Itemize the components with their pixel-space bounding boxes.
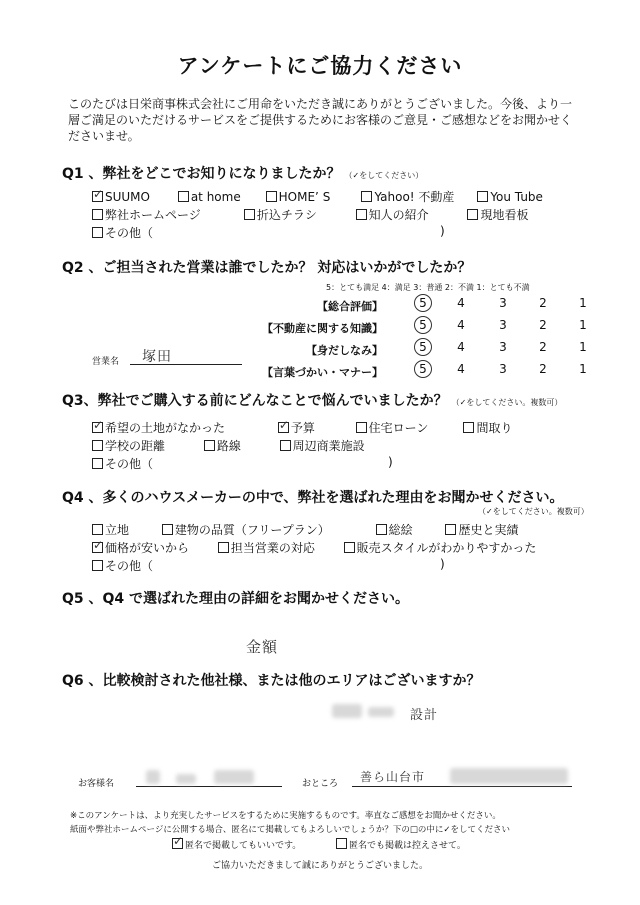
- q1-opt-athome[interactable]: at home: [178, 190, 262, 204]
- q1-row2: [92, 206, 529, 223]
- checkbox-icon[interactable]: [361, 191, 372, 202]
- score-1[interactable]: 1: [579, 318, 587, 332]
- checkbox-icon[interactable]: [92, 524, 103, 535]
- q5-answer-handwritten: 金額: [246, 638, 279, 656]
- checkbox-icon[interactable]: [278, 422, 289, 433]
- score-3[interactable]: 3: [499, 318, 507, 332]
- q3-other[interactable]: その他（: [92, 455, 153, 472]
- score-2[interactable]: 2: [539, 362, 547, 376]
- checkbox-icon[interactable]: [336, 838, 347, 849]
- checkbox-icon[interactable]: [356, 209, 367, 220]
- footer-thanks: ご協力いただきまして誠にありがとうございました。: [211, 861, 428, 871]
- selected-circle-icon: [414, 360, 432, 378]
- q4-opt-history[interactable]: 歴史と実績: [445, 521, 518, 538]
- q4-opt-quality[interactable]: 建物の品質（フリープラン）: [162, 521, 372, 538]
- selected-circle-icon: [414, 338, 432, 356]
- checkbox-icon[interactable]: [467, 209, 478, 220]
- q2-item-knowledge: 【不動産に関する知識】: [262, 322, 383, 335]
- q1-opt-homepage[interactable]: 弊社ホームページ: [92, 206, 240, 223]
- score-2[interactable]: 2: [539, 296, 547, 310]
- q3-opt-line[interactable]: 路線: [204, 437, 276, 454]
- q4-opt-style[interactable]: 販売スタイルがわかりやすかった: [344, 539, 537, 556]
- score-4[interactable]: 4: [457, 340, 465, 354]
- q3-opt-layout[interactable]: 間取り: [463, 419, 512, 436]
- q6-label: Q6 、比較検討された他社様、または他のエリアはございますか？: [62, 673, 481, 689]
- redacted-block: [176, 774, 196, 784]
- q4-other-close: ): [440, 557, 445, 571]
- q3-label: Q3、弊社でご購入する前にどんなことで悩んでいましたか？: [62, 393, 448, 409]
- q1-opt-yahoo[interactable]: Yahoo! 不動産: [361, 188, 473, 205]
- q3-opt-land[interactable]: ✓希望の土地がなかった: [92, 419, 274, 436]
- checkbox-icon[interactable]: [266, 191, 277, 202]
- q5-label: Q5 、Q4 で選ばれた理由の詳細をお聞かせください。: [62, 591, 410, 607]
- q3-row1: [92, 419, 513, 436]
- score-3[interactable]: 3: [499, 362, 507, 376]
- redacted-block: [450, 768, 568, 784]
- checkbox-icon[interactable]: [92, 560, 103, 571]
- checkbox-icon[interactable]: [244, 209, 255, 220]
- redacted-block: [332, 704, 362, 718]
- checkbox-icon[interactable]: [92, 542, 103, 553]
- q1-opt-referral[interactable]: 知人の紹介: [356, 206, 464, 223]
- score-4[interactable]: 4: [457, 296, 465, 310]
- checkbox-icon[interactable]: [92, 191, 103, 202]
- q3-opt-school[interactable]: 学校の距離: [92, 437, 200, 454]
- checkbox-icon[interactable]: [463, 422, 474, 433]
- footer-opt-no[interactable]: 匿名でも掲載は控えさせて。: [336, 838, 466, 851]
- checkbox-icon[interactable]: [162, 524, 173, 535]
- q1-opt-flyer[interactable]: 折込チラシ: [244, 206, 352, 223]
- q3-other-close: ): [388, 455, 393, 469]
- sales-name-field[interactable]: [130, 346, 242, 365]
- q1-heading: [62, 163, 423, 183]
- score-1[interactable]: 1: [579, 296, 587, 310]
- q4-opt-staff[interactable]: 担当営業の対応: [218, 539, 340, 556]
- q1-label: Q1 、弊社をどこでお知りになりましたか？: [62, 166, 341, 182]
- checkbox-icon[interactable]: [92, 227, 103, 238]
- checkbox-icon[interactable]: [376, 524, 387, 535]
- selected-circle-icon: [414, 316, 432, 334]
- score-4[interactable]: 4: [457, 362, 465, 376]
- q1-opt-youtube[interactable]: You Tube: [477, 190, 543, 204]
- score-5[interactable]: 5: [419, 340, 427, 354]
- checkbox-icon[interactable]: [204, 440, 215, 451]
- redacted-block: [146, 770, 160, 784]
- q3-opt-shops[interactable]: 周辺商業施設: [280, 437, 365, 454]
- customer-name-label: お客様名: [78, 779, 115, 789]
- q1-other-close: ): [440, 224, 445, 238]
- q4-label: Q4 、多くのハウスメーカーの中で、弊社を選ばれた理由をお聞かせください。: [62, 490, 564, 506]
- checkbox-icon[interactable]: [477, 191, 488, 202]
- q4-row2: [92, 539, 536, 556]
- score-2[interactable]: 2: [539, 318, 547, 332]
- q1-opt-suumo[interactable]: ✓SUUMO: [92, 190, 174, 204]
- q6-answer-handwritten: 設計: [410, 708, 439, 723]
- q4-other[interactable]: その他（: [92, 557, 153, 574]
- selected-circle-icon: [414, 294, 432, 312]
- checkbox-icon[interactable]: [92, 422, 103, 433]
- address-handwritten: 善ら山台市: [360, 770, 426, 784]
- q4-row1: [92, 521, 519, 538]
- score-5[interactable]: 5: [419, 318, 427, 332]
- q1-opt-homes[interactable]: HOME’ S: [266, 190, 358, 204]
- q3-opt-budget[interactable]: ✓ 予算: [278, 419, 352, 436]
- sales-name-handwritten: 塚田: [142, 349, 172, 365]
- checkbox-icon[interactable]: [92, 440, 103, 451]
- checkbox-icon[interactable]: [280, 440, 291, 451]
- q2-scale-header: 5：とても満足 4：満足 3：普通 2：不満 1：とても不満: [326, 283, 530, 292]
- q1-opt-sign[interactable]: 現地看板: [467, 206, 528, 223]
- score-1[interactable]: 1: [579, 362, 587, 376]
- q4-opt-overall[interactable]: 総絵: [376, 521, 442, 538]
- checkbox-icon[interactable]: [356, 422, 367, 433]
- redacted-block: [214, 770, 254, 784]
- redacted-block: [368, 707, 394, 717]
- q1-row1: [92, 188, 543, 205]
- checkbox-icon[interactable]: [218, 542, 229, 553]
- footer-note-1: ※このアンケートは、より充実したサービスをするために実施するものです。率直なご感想をお聞かせください。: [70, 811, 501, 821]
- q3-heading: [62, 390, 562, 410]
- q2-item-manners: 【言葉づかい・マナー】: [262, 366, 383, 379]
- q4-note: （✓をしてください。複数可）: [478, 507, 589, 516]
- q4-opt-location[interactable]: 立地: [92, 521, 158, 538]
- customer-name-field[interactable]: [136, 768, 282, 787]
- score-4[interactable]: 4: [457, 318, 465, 332]
- page-title: アンケートにご協力ください: [177, 54, 463, 78]
- q3-row2: [92, 437, 365, 454]
- score-5[interactable]: 5: [419, 362, 427, 376]
- checkbox-icon[interactable]: [344, 542, 355, 553]
- sales-name-label: 営業名: [92, 357, 120, 367]
- score-3[interactable]: 3: [499, 340, 507, 354]
- score-1[interactable]: 1: [579, 340, 587, 354]
- q2-item-overall: 【総合評価】: [317, 300, 383, 313]
- checkbox-icon[interactable]: [445, 524, 456, 535]
- address-field[interactable]: [352, 766, 572, 787]
- footer-opt-yes[interactable]: ✓匿名で掲載してもいいです。: [172, 838, 301, 851]
- q3-opt-loan[interactable]: 住宅ローン: [356, 419, 460, 436]
- address-label: おところ: [302, 779, 339, 789]
- score-5[interactable]: 5: [419, 296, 427, 310]
- q2-item-appearance: 【身だしなみ】: [306, 344, 383, 357]
- q3-note: （✓をしてください。複数可）: [451, 398, 563, 407]
- checkbox-icon[interactable]: [172, 838, 183, 849]
- checkbox-icon[interactable]: [92, 209, 103, 220]
- score-2[interactable]: 2: [539, 340, 547, 354]
- q1-other[interactable]: その他（: [92, 224, 153, 241]
- checkbox-icon[interactable]: [178, 191, 189, 202]
- q1-note: （✓をしてください）: [344, 171, 424, 180]
- intro-text: このたびは日栄商事株式会社にご用命をいただき誠にありがとうございました。今後、より一層ご満足のいただけるサービスをご提供するためにお客様のご意見・ご感想などをお聞かせくださいませ。: [68, 97, 573, 143]
- q2-label: Q2 、ご担当された営業は誰でしたか？ 対応はいかがでしたか？: [62, 260, 472, 276]
- footer-note-2: 紙面や弊社ホームページに公開する場合、匿名にて掲載してもよろしいでしょうか？下の□の中に✓をしてください: [70, 825, 510, 835]
- score-3[interactable]: 3: [499, 296, 507, 310]
- q4-opt-price[interactable]: ✓価格が安いから: [92, 539, 214, 556]
- checkbox-icon[interactable]: [92, 458, 103, 469]
